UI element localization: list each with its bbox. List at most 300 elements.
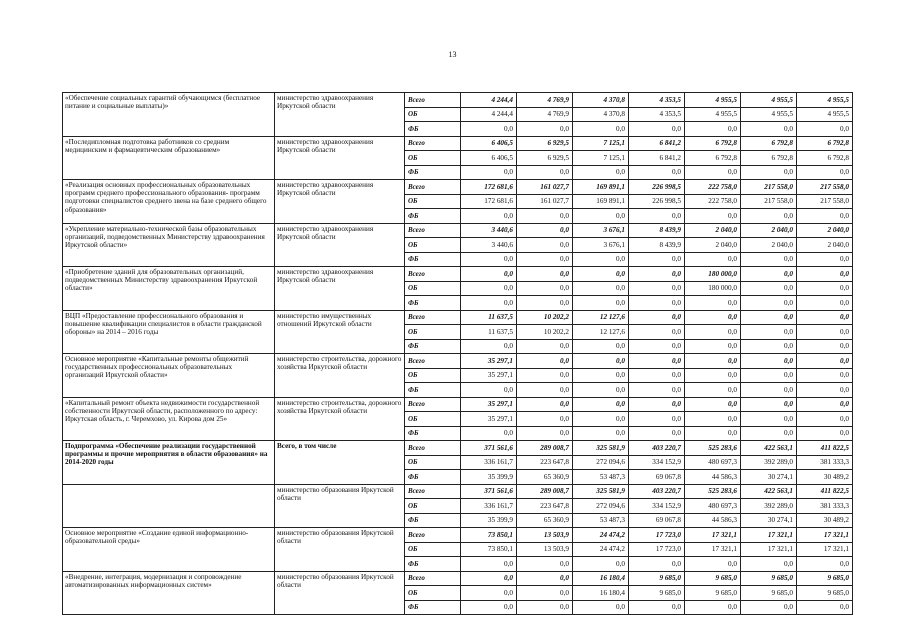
amount-cell: 4 244,4 [461, 107, 517, 122]
funding-source-cell: ФБ [405, 209, 461, 224]
amount-cell: 0,0 [741, 368, 797, 383]
amount-cell: 222 758,0 [685, 194, 741, 209]
amount-cell: 0,0 [685, 122, 741, 137]
amount-cell: 0,0 [573, 281, 629, 296]
amount-cell: 53 487,3 [573, 470, 629, 485]
funding-source-cell: Всего [405, 223, 461, 238]
amount-cell: 0,0 [573, 209, 629, 224]
amount-cell: 0,0 [741, 296, 797, 311]
budget-table-body [63, 93, 853, 615]
funding-source-cell: Всего [405, 180, 461, 195]
amount-cell: 9 685,0 [685, 571, 741, 586]
amount-cell: 4 370,8 [573, 93, 629, 108]
amount-cell: 0,0 [685, 325, 741, 340]
amount-cell: 0,0 [685, 383, 741, 398]
amount-cell: 0,0 [685, 412, 741, 427]
amount-cell: 0,0 [797, 325, 853, 340]
amount-cell: 0,0 [573, 267, 629, 282]
amount-cell: 422 563,1 [741, 441, 797, 456]
amount-cell: 403 220,7 [629, 484, 685, 499]
amount-cell: 53 487,3 [573, 513, 629, 528]
amount-cell: 0,0 [517, 368, 573, 383]
amount-cell: 17 321,1 [741, 528, 797, 543]
amount-cell: 161 027,7 [517, 194, 573, 209]
amount-cell: 0,0 [517, 339, 573, 354]
executor-cell: министерство здравоохранения Иркутской области [275, 267, 405, 311]
amount-cell: 334 152,9 [629, 455, 685, 470]
amount-cell: 289 008,7 [517, 484, 573, 499]
amount-cell: 24 474,2 [573, 528, 629, 543]
amount-cell: 0,0 [741, 165, 797, 180]
amount-cell: 381 333,3 [797, 455, 853, 470]
amount-cell: 3 676,1 [573, 238, 629, 253]
executor-cell: министерство образования Иркутской области [275, 484, 405, 528]
amount-cell: 0,0 [517, 586, 573, 601]
funding-source-cell: ФБ [405, 600, 461, 615]
amount-cell: 0,0 [517, 571, 573, 586]
table-row [63, 397, 853, 412]
amount-cell: 0,0 [629, 557, 685, 572]
table-row [63, 267, 853, 282]
amount-cell: 0,0 [741, 397, 797, 412]
amount-cell: 226 998,5 [629, 194, 685, 209]
amount-cell: 371 561,6 [461, 441, 517, 456]
amount-cell: 4 244,4 [461, 93, 517, 108]
amount-cell: 6 406,5 [461, 151, 517, 166]
measure-name-cell [63, 484, 275, 528]
amount-cell: 336 161,7 [461, 499, 517, 514]
measure-name-cell: «Обеспечение социальных гарантий обучающимся (бесплатное питание и социальные выплаты)» [63, 93, 275, 137]
amount-cell: 4 955,5 [741, 93, 797, 108]
amount-cell: 4 353,5 [629, 93, 685, 108]
amount-cell: 30 489,2 [797, 470, 853, 485]
amount-cell: 0,0 [685, 397, 741, 412]
amount-cell: 0,0 [629, 209, 685, 224]
amount-cell: 0,0 [573, 165, 629, 180]
amount-cell: 0,0 [629, 426, 685, 441]
amount-cell: 480 697,3 [685, 455, 741, 470]
amount-cell: 6 792,8 [685, 151, 741, 166]
amount-cell: 4 955,5 [797, 93, 853, 108]
amount-cell: 169 891,1 [573, 194, 629, 209]
amount-cell: 180 000,0 [685, 281, 741, 296]
amount-cell: 0,0 [461, 571, 517, 586]
amount-cell: 44 586,3 [685, 470, 741, 485]
amount-cell: 0,0 [517, 600, 573, 615]
amount-cell: 0,0 [797, 165, 853, 180]
amount-cell: 6 929,5 [517, 151, 573, 166]
executor-cell: министерство строительства, дорожного хозяйства Иркутской области [275, 397, 405, 441]
amount-cell: 0,0 [741, 426, 797, 441]
amount-cell: 3 440,6 [461, 238, 517, 253]
measure-name-cell: «Укрепление материально-технической базы образовательных организаций, подведомственных Министерству здравоохранения Иркутской области» [63, 223, 275, 267]
measure-name-cell: «Капитальный ремонт объекта недвижимости государственной собственности Иркутской области, расположенного по адресу: Иркутская область, г. Черемхово, ул. Кирова дом 25» [63, 397, 275, 441]
executor-cell: министерство образования Иркутской области [275, 571, 405, 615]
funding-source-cell: Всего [405, 484, 461, 499]
amount-cell: 0,0 [797, 209, 853, 224]
amount-cell: 0,0 [517, 252, 573, 267]
amount-cell: 2 040,0 [685, 223, 741, 238]
table-row [63, 93, 853, 108]
amount-cell: 217 558,0 [797, 194, 853, 209]
funding-source-cell: ОБ [405, 455, 461, 470]
amount-cell: 6 792,8 [741, 136, 797, 151]
table-row [63, 180, 853, 195]
amount-cell: 16 180,4 [573, 571, 629, 586]
funding-source-cell: ОБ [405, 238, 461, 253]
amount-cell: 0,0 [741, 325, 797, 340]
amount-cell: 0,0 [797, 267, 853, 282]
amount-cell: 4 955,5 [741, 107, 797, 122]
amount-cell: 0,0 [517, 354, 573, 369]
amount-cell: 525 283,6 [685, 441, 741, 456]
amount-cell: 334 152,9 [629, 499, 685, 514]
funding-source-cell: ФБ [405, 557, 461, 572]
amount-cell: 289 008,7 [517, 441, 573, 456]
funding-source-cell: ФБ [405, 513, 461, 528]
amount-cell: 0,0 [573, 397, 629, 412]
amount-cell: 0,0 [517, 397, 573, 412]
amount-cell: 0,0 [629, 354, 685, 369]
amount-cell: 0,0 [797, 368, 853, 383]
amount-cell: 12 127,6 [573, 310, 629, 325]
executor-cell: министерство образования Иркутской области [275, 528, 405, 572]
amount-cell: 73 850,1 [461, 528, 517, 543]
funding-source-cell: ОБ [405, 499, 461, 514]
budget-table [62, 92, 853, 615]
amount-cell: 0,0 [797, 310, 853, 325]
amount-cell: 169 891,1 [573, 180, 629, 195]
amount-cell: 13 503,9 [517, 542, 573, 557]
amount-cell: 6 792,8 [797, 136, 853, 151]
amount-cell: 2 040,0 [797, 223, 853, 238]
executor-cell: министерство строительства, дорожного хозяйства Иркутской области [275, 354, 405, 398]
amount-cell: 0,0 [629, 310, 685, 325]
amount-cell: 0,0 [573, 252, 629, 267]
amount-cell: 381 333,3 [797, 499, 853, 514]
executor-cell: министерство здравоохранения Иркутской области [275, 136, 405, 180]
amount-cell: 0,0 [797, 412, 853, 427]
amount-cell: 7 125,1 [573, 136, 629, 151]
amount-cell: 0,0 [573, 383, 629, 398]
amount-cell: 0,0 [461, 267, 517, 282]
amount-cell: 0,0 [461, 296, 517, 311]
amount-cell: 0,0 [517, 238, 573, 253]
amount-cell: 0,0 [685, 426, 741, 441]
amount-cell: 0,0 [741, 383, 797, 398]
amount-cell: 161 027,7 [517, 180, 573, 195]
amount-cell: 0,0 [797, 354, 853, 369]
funding-source-cell: Всего [405, 136, 461, 151]
executor-cell: Всего, в том числе [275, 441, 405, 485]
amount-cell: 6 841,2 [629, 151, 685, 166]
funding-source-cell: ФБ [405, 165, 461, 180]
amount-cell: 180 000,0 [685, 267, 741, 282]
funding-source-cell: Всего [405, 354, 461, 369]
amount-cell: 0,0 [629, 122, 685, 137]
amount-cell: 222 758,0 [685, 180, 741, 195]
amount-cell: 0,0 [629, 397, 685, 412]
table-row [63, 354, 853, 369]
amount-cell: 0,0 [741, 209, 797, 224]
measure-name-cell: Основное мероприятие «Капитальные ремонты общежитий государственных профессиональных образовательных организаций Иркутской области» [63, 354, 275, 398]
funding-source-cell: ФБ [405, 122, 461, 137]
amount-cell: 0,0 [685, 209, 741, 224]
amount-cell: 0,0 [741, 252, 797, 267]
amount-cell: 65 360,9 [517, 470, 573, 485]
amount-cell: 0,0 [629, 412, 685, 427]
amount-cell: 9 685,0 [629, 586, 685, 601]
funding-source-cell: ОБ [405, 325, 461, 340]
amount-cell: 0,0 [461, 209, 517, 224]
table-row [63, 441, 853, 456]
amount-cell: 4 955,5 [685, 93, 741, 108]
table-row [63, 223, 853, 238]
funding-source-cell: ФБ [405, 426, 461, 441]
amount-cell: 0,0 [461, 557, 517, 572]
amount-cell: 17 723,0 [629, 528, 685, 543]
executor-cell: министерство здравоохранения Иркутской области [275, 180, 405, 224]
amount-cell: 172 681,6 [461, 194, 517, 209]
amount-cell: 0,0 [517, 165, 573, 180]
page-number: 13 [448, 50, 457, 59]
amount-cell: 0,0 [685, 165, 741, 180]
amount-cell: 0,0 [797, 122, 853, 137]
amount-cell: 226 998,5 [629, 180, 685, 195]
amount-cell: 4 769,9 [517, 93, 573, 108]
measure-name-cell: «Приобретение зданий для образовательных организаций, подведомственных Министерству здравоохранения Иркутской области» [63, 267, 275, 311]
amount-cell: 371 561,6 [461, 484, 517, 499]
amount-cell: 0,0 [685, 252, 741, 267]
amount-cell: 17 321,1 [685, 528, 741, 543]
funding-source-cell: ОБ [405, 151, 461, 166]
amount-cell: 17 321,1 [741, 542, 797, 557]
amount-cell: 272 094,6 [573, 499, 629, 514]
amount-cell: 0,0 [797, 339, 853, 354]
amount-cell: 0,0 [741, 557, 797, 572]
amount-cell: 12 127,6 [573, 325, 629, 340]
amount-cell: 411 822,5 [797, 441, 853, 456]
amount-cell: 6 841,2 [629, 136, 685, 151]
amount-cell: 0,0 [573, 296, 629, 311]
amount-cell: 336 161,7 [461, 455, 517, 470]
amount-cell: 0,0 [797, 252, 853, 267]
amount-cell: 69 067,8 [629, 470, 685, 485]
amount-cell: 7 125,1 [573, 151, 629, 166]
amount-cell: 0,0 [517, 557, 573, 572]
amount-cell: 480 697,3 [685, 499, 741, 514]
amount-cell: 0,0 [629, 252, 685, 267]
amount-cell: 0,0 [797, 600, 853, 615]
funding-source-cell: Всего [405, 93, 461, 108]
amount-cell: 0,0 [573, 339, 629, 354]
amount-cell: 9 685,0 [685, 586, 741, 601]
amount-cell: 0,0 [461, 281, 517, 296]
amount-cell: 325 581,9 [573, 441, 629, 456]
amount-cell: 172 681,6 [461, 180, 517, 195]
measure-name-cell: ВЦП «Предоставление профессионального образования и повышение квалификации специалистов в области гражданской обороны» на 2014 – 2016 годы [63, 310, 275, 354]
amount-cell: 16 180,4 [573, 586, 629, 601]
amount-cell: 17 321,1 [685, 542, 741, 557]
amount-cell: 0,0 [517, 281, 573, 296]
amount-cell: 65 360,9 [517, 513, 573, 528]
amount-cell: 4 370,8 [573, 107, 629, 122]
amount-cell: 0,0 [461, 586, 517, 601]
amount-cell: 17 321,1 [797, 528, 853, 543]
amount-cell: 0,0 [573, 600, 629, 615]
funding-source-cell: ОБ [405, 542, 461, 557]
amount-cell: 0,0 [573, 122, 629, 137]
amount-cell: 0,0 [685, 310, 741, 325]
measure-name-cell: «Внедрение, интеграция, модернизация и сопровождение автоматизированных информационных систем» [63, 571, 275, 615]
amount-cell: 0,0 [741, 600, 797, 615]
table-row [63, 310, 853, 325]
amount-cell: 69 067,8 [629, 513, 685, 528]
amount-cell: 0,0 [517, 267, 573, 282]
amount-cell: 0,0 [685, 354, 741, 369]
amount-cell: 73 850,1 [461, 542, 517, 557]
amount-cell: 0,0 [517, 209, 573, 224]
amount-cell: 35 297,1 [461, 368, 517, 383]
amount-cell: 9 685,0 [741, 571, 797, 586]
amount-cell: 35 297,1 [461, 397, 517, 412]
amount-cell: 11 637,5 [461, 310, 517, 325]
amount-cell: 35 399,9 [461, 470, 517, 485]
amount-cell: 13 503,9 [517, 528, 573, 543]
amount-cell: 0,0 [685, 368, 741, 383]
amount-cell: 0,0 [517, 383, 573, 398]
table-row [63, 571, 853, 586]
funding-source-cell: Всего [405, 528, 461, 543]
amount-cell: 35 297,1 [461, 354, 517, 369]
funding-source-cell: ФБ [405, 339, 461, 354]
amount-cell: 0,0 [461, 165, 517, 180]
amount-cell: 0,0 [629, 339, 685, 354]
amount-cell: 0,0 [573, 354, 629, 369]
amount-cell: 0,0 [629, 368, 685, 383]
funding-source-cell: ФБ [405, 383, 461, 398]
amount-cell: 422 563,1 [741, 484, 797, 499]
amount-cell: 217 558,0 [741, 194, 797, 209]
amount-cell: 0,0 [685, 296, 741, 311]
funding-source-cell: ОБ [405, 368, 461, 383]
amount-cell: 223 647,8 [517, 455, 573, 470]
amount-cell: 525 283,6 [685, 484, 741, 499]
amount-cell: 0,0 [517, 122, 573, 137]
amount-cell: 9 685,0 [629, 571, 685, 586]
amount-cell: 4 769,9 [517, 107, 573, 122]
amount-cell: 35 399,9 [461, 513, 517, 528]
amount-cell: 272 094,6 [573, 455, 629, 470]
table-row [63, 136, 853, 151]
amount-cell: 0,0 [685, 339, 741, 354]
amount-cell: 217 558,0 [741, 180, 797, 195]
executor-cell: министерство здравоохранения Иркутской области [275, 223, 405, 267]
amount-cell: 2 040,0 [741, 223, 797, 238]
amount-cell: 6 792,8 [797, 151, 853, 166]
amount-cell: 17 321,1 [797, 542, 853, 557]
amount-cell: 223 647,8 [517, 499, 573, 514]
amount-cell: 4 353,5 [629, 107, 685, 122]
table-row [63, 528, 853, 543]
amount-cell: 0,0 [573, 412, 629, 427]
amount-cell: 0,0 [461, 383, 517, 398]
amount-cell: 24 474,2 [573, 542, 629, 557]
amount-cell: 0,0 [685, 600, 741, 615]
amount-cell: 0,0 [461, 339, 517, 354]
amount-cell: 403 220,7 [629, 441, 685, 456]
amount-cell: 0,0 [629, 383, 685, 398]
amount-cell: 0,0 [461, 426, 517, 441]
amount-cell: 11 637,5 [461, 325, 517, 340]
funding-source-cell: ОБ [405, 586, 461, 601]
funding-source-cell: ОБ [405, 412, 461, 427]
amount-cell: 0,0 [741, 412, 797, 427]
amount-cell: 0,0 [741, 339, 797, 354]
amount-cell: 6 792,8 [741, 151, 797, 166]
amount-cell: 0,0 [741, 122, 797, 137]
executor-cell: министерство имущественных отношений Иркутской области [275, 310, 405, 354]
amount-cell: 2 040,0 [685, 238, 741, 253]
amount-cell: 0,0 [461, 600, 517, 615]
funding-source-cell: ОБ [405, 194, 461, 209]
amount-cell: 0,0 [629, 296, 685, 311]
amount-cell: 0,0 [741, 310, 797, 325]
funding-source-cell: Всего [405, 441, 461, 456]
amount-cell: 2 040,0 [797, 238, 853, 253]
amount-cell: 4 955,5 [797, 107, 853, 122]
amount-cell: 9 685,0 [797, 571, 853, 586]
measure-name-cell: Подпрограмма «Обеспечение реализации государственной программы и прочие мероприятия в области образования» на 2014-2020 годы [63, 441, 275, 485]
amount-cell: 9 685,0 [797, 586, 853, 601]
amount-cell: 0,0 [573, 368, 629, 383]
amount-cell: 17 723,0 [629, 542, 685, 557]
amount-cell: 8 439,9 [629, 238, 685, 253]
amount-cell: 0,0 [741, 281, 797, 296]
funding-source-cell: Всего [405, 310, 461, 325]
amount-cell: 10 202,2 [517, 310, 573, 325]
funding-source-cell: Всего [405, 397, 461, 412]
measure-name-cell: Основное мероприятие «Создание единой информационно-образовательной среды» [63, 528, 275, 572]
amount-cell: 0,0 [573, 557, 629, 572]
amount-cell: 0,0 [741, 267, 797, 282]
amount-cell: 30 274,1 [741, 470, 797, 485]
amount-cell: 0,0 [797, 397, 853, 412]
measure-name-cell: «Реализация основных профессиональных образовательных программ среднего профессионального образования- программ подготовки специалистов среднего звена на базе среднего общего образования» [63, 180, 275, 224]
funding-source-cell: Всего [405, 267, 461, 282]
measure-name-cell: «Последипломная подготовка работников со средним медицинским и фармацевтическим образованием» [63, 136, 275, 180]
amount-cell: 0,0 [629, 267, 685, 282]
funding-source-cell: Всего [405, 571, 461, 586]
amount-cell: 35 297,1 [461, 412, 517, 427]
amount-cell: 0,0 [629, 165, 685, 180]
executor-cell: министерство здравоохранения Иркутской области [275, 93, 405, 137]
amount-cell: 0,0 [629, 281, 685, 296]
amount-cell: 3 440,6 [461, 223, 517, 238]
amount-cell: 3 676,1 [573, 223, 629, 238]
amount-cell: 0,0 [573, 426, 629, 441]
amount-cell: 217 558,0 [797, 180, 853, 195]
funding-source-cell: ОБ [405, 281, 461, 296]
amount-cell: 0,0 [741, 354, 797, 369]
funding-source-cell: ФБ [405, 296, 461, 311]
amount-cell: 325 581,9 [573, 484, 629, 499]
amount-cell: 30 489,2 [797, 513, 853, 528]
amount-cell: 0,0 [517, 296, 573, 311]
amount-cell: 0,0 [797, 426, 853, 441]
amount-cell: 4 955,5 [685, 107, 741, 122]
amount-cell: 6 929,5 [517, 136, 573, 151]
